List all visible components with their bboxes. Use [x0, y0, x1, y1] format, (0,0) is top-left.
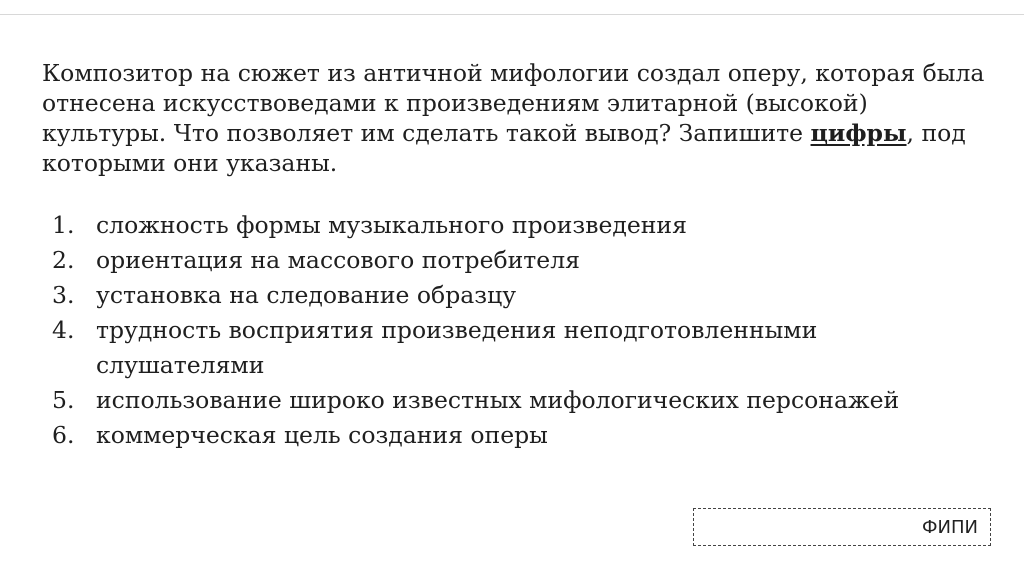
top-divider [0, 0, 1024, 15]
question-text [42, 58, 992, 178]
question-text-part-1: Композитор на сюжет из античной мифологии создал оперу, которая была отнесена искусствоведами к произведениям элитарной (высокой) культуры. Что позволяет им сделать такой вывод? Запишите [42, 59, 985, 147]
option-number: 1. [52, 211, 75, 239]
source-label-box [693, 508, 991, 546]
option-number: 6. [52, 421, 75, 449]
option-text: коммерческая цель создания оперы [96, 421, 548, 449]
option-3 [42, 278, 982, 313]
option-6 [42, 418, 982, 453]
option-4 [42, 313, 982, 383]
option-text: сложность формы музыкального произведения [96, 211, 687, 239]
option-text: установка на следование образцу [96, 281, 517, 309]
option-1 [42, 208, 982, 243]
option-2 [42, 243, 982, 278]
option-number: 5. [52, 386, 75, 414]
option-text: использование широко известных мифологических персонажей [96, 386, 900, 414]
option-number: 3. [52, 281, 75, 309]
option-text: трудность восприятия произведения неподготовленными слушателями [96, 316, 818, 379]
option-text: ориентация на массового потребителя [96, 246, 580, 274]
option-5 [42, 383, 982, 418]
question-text-part-2: , под которыми они указаны. [42, 119, 966, 177]
question-emphasis: цифры [810, 119, 907, 147]
option-number: 2. [52, 246, 75, 274]
answer-options-list [42, 208, 982, 453]
option-number: 4. [52, 316, 75, 344]
source-label: ФИПИ [922, 516, 978, 538]
